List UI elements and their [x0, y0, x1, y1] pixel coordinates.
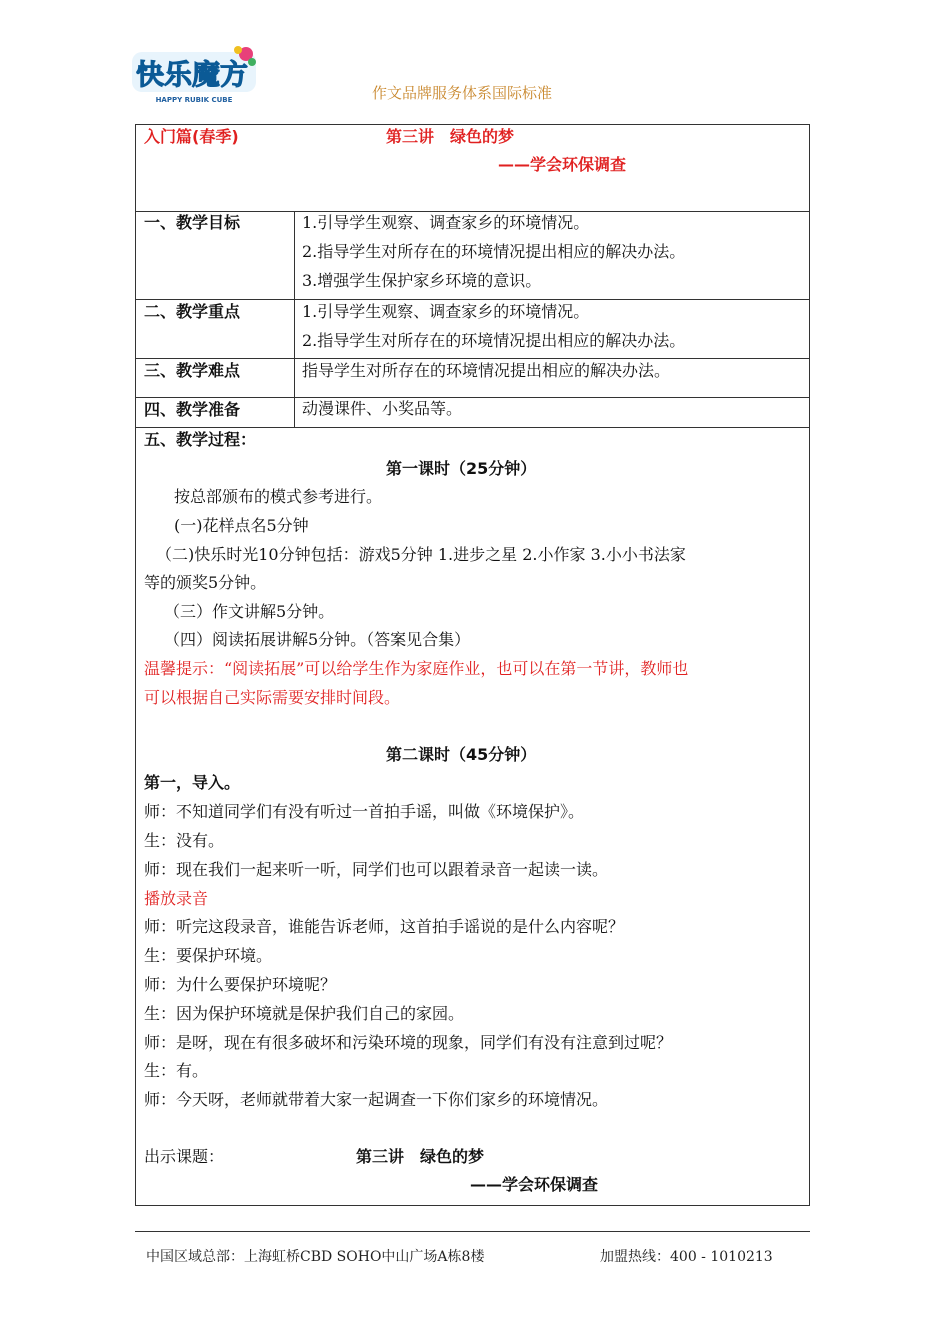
lesson-title: 第三讲 绿色的梦	[386, 127, 515, 146]
row-label-difficulty: 三、教学难点	[144, 361, 241, 380]
row-label-goals: 一、教学目标	[144, 213, 241, 232]
tip-line: 可以根据自己实际需要安排时间段。	[144, 688, 401, 707]
session1-line: 等的颁奖5分钟。	[144, 573, 267, 592]
dialogue-line: 师：为什么要保护环境呢？	[144, 975, 337, 994]
session1-title: 第一课时（25分钟）	[386, 459, 537, 478]
session1-line: 按总部颁布的模式参考进行。	[174, 487, 383, 506]
row-divider	[136, 397, 809, 398]
column-divider	[294, 211, 295, 427]
goal-line: 2.指导学生对所存在的环境情况提出相应的解决办法。	[302, 242, 686, 261]
show-topic-subtitle: ——学会环保调查	[470, 1175, 599, 1194]
dialogue-line: 生：因为保护环境就是保护我们自己的家园。	[144, 1004, 465, 1023]
footer-divider	[135, 1231, 810, 1232]
row-divider	[136, 427, 809, 428]
part1-heading: 第一，导入。	[144, 773, 241, 792]
dialogue-line: 师：今天呀，老师就带着大家一起调查一下你们家乡的环境情况。	[144, 1090, 609, 1109]
course-category: 入门篇(春季)	[144, 127, 239, 146]
session1-line: （三）作文讲解5分钟。	[164, 602, 335, 621]
key-point-line: 2.指导学生对所存在的环境情况提出相应的解决办法。	[302, 331, 686, 350]
dialogue-line: 生：要保护环境。	[144, 946, 273, 965]
dialogue-line: 师：不知道同学们有没有听过一首拍手谣，叫做《环境保护》。	[144, 802, 585, 821]
key-point-line: 1.引导学生观察、调查家乡的环境情况。	[302, 302, 590, 321]
footer-address: 中国区域总部：上海虹桥CBD SOHO中山广场A栋8楼	[146, 1249, 485, 1265]
session2-title: 第二课时（45分钟）	[386, 745, 537, 764]
row-divider	[136, 299, 809, 300]
tip-line: 温馨提示：“阅读拓展”可以给学生作为家庭作业，也可以在第一节讲，教师也	[144, 659, 689, 678]
dialogue-line: 师：现在我们一起来听一听，同学们也可以跟着录音一起读一读。	[144, 860, 609, 879]
show-topic-label: 出示课题：	[144, 1147, 225, 1166]
session1-line: （二)快乐时光10分钟包括：游戏5分钟 1.进步之星 2.小作家 3.小小书法家	[156, 545, 686, 564]
brand-slogan: 作文品牌服务体系国际标准	[372, 84, 553, 102]
row-label-key-points: 二、教学重点	[144, 302, 241, 321]
row-divider	[136, 358, 809, 359]
row-divider	[136, 211, 809, 212]
dialogue-line: 生：有。	[144, 1061, 209, 1080]
dialogue-line: 师：是呀，现在有很多破坏和污染环境的现象，同学们有没有注意到过呢？	[144, 1033, 673, 1052]
dialogue-line: 师：听完这段录音，谁能告诉老师，这首拍手谣说的是什么内容呢？	[144, 917, 625, 936]
show-topic-title: 第三讲 绿色的梦	[356, 1147, 485, 1166]
brand-logo	[128, 44, 260, 106]
session1-line: (一)花样点名5分钟	[174, 516, 309, 535]
footer-hotline: 加盟热线：400 - 1010213	[600, 1249, 773, 1265]
process-heading: 五、教学过程：	[144, 430, 257, 449]
dialogue-line: 播放录音	[144, 889, 209, 908]
goal-line: 3.增强学生保护家乡环境的意识。	[302, 271, 542, 290]
session1-line: （四）阅读拓展讲解5分钟。（答案见合集）	[164, 630, 471, 649]
goal-line: 1.引导学生观察、调查家乡的环境情况。	[302, 213, 590, 232]
difficulty-line: 指导学生对所存在的环境情况提出相应的解决办法。	[302, 361, 671, 380]
preparation-line: 动漫课件、小奖品等。	[302, 399, 463, 418]
logo-subtext: HAPPY RUBIK CUBE	[155, 96, 233, 104]
lesson-subtitle: ——学会环保调查	[498, 155, 627, 174]
row-label-preparation: 四、教学准备	[144, 400, 241, 419]
lesson-plan-table	[135, 124, 810, 1206]
logo-text: 快乐魔方	[135, 58, 249, 91]
dialogue-line: 生：没有。	[144, 831, 225, 850]
